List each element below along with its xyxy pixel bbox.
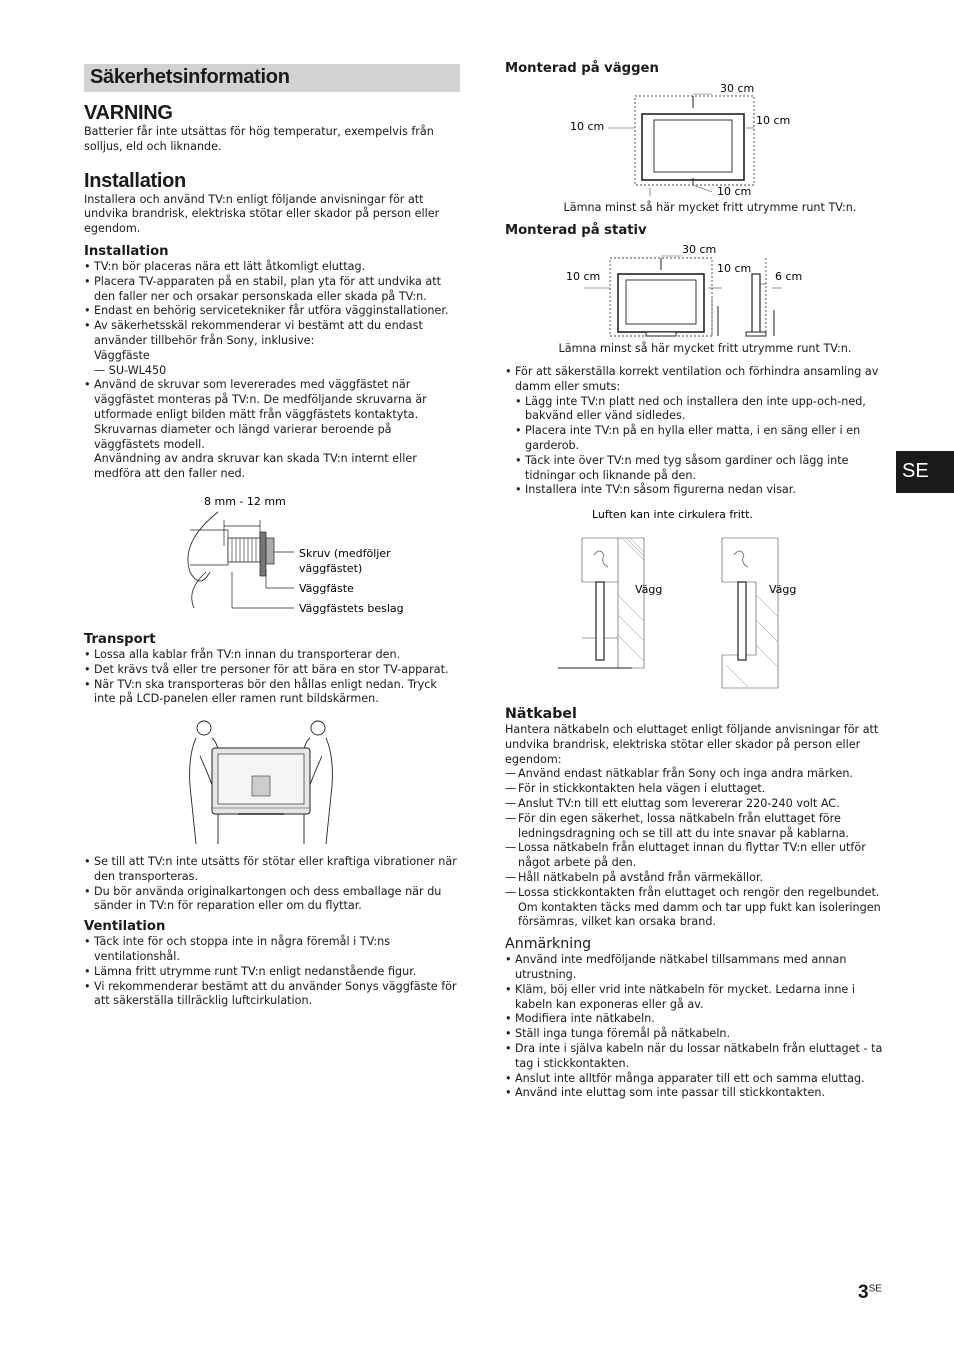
list-item: • TV:n bör placeras nära ett lätt åtkomligt eluttag. — [84, 260, 460, 275]
ventilation-list — [84, 935, 460, 1009]
list-item: • Lägg inte TV:n platt ned och installera den inte upp-och-ned, bakvänd eller vänd sidledes. — [515, 395, 890, 425]
list-item: • Placera TV-apparaten på en stabil, plan yta för att undvika att den faller ner och orsakar personskada eller skada på TV:n. — [84, 275, 460, 305]
list-item: • Endast en behörig servicetekniker får utföra vägginstallationer. — [84, 304, 460, 319]
list-item: — Lossa stickkontakten från eluttaget och rengör den regelbundet. Om kontakten täcks med damm och tar upp fukt kan isoleringen försämras, vilket kan orsaka brand. — [505, 886, 890, 930]
stand-caption: Lämna minst så här mycket fritt utrymme runt TV:n. — [558, 342, 852, 355]
screw-note: Användning av andra skruvar kan skada TV:n internt eller medföra att den faller ned. — [94, 452, 417, 481]
list-item: • Kläm, böj eller vrid inte nätkabeln för mycket. Ledarna inne i kabeln kan exponeras eller gå av. — [505, 983, 890, 1013]
air-figure — [556, 505, 796, 695]
wall-figure — [562, 78, 882, 218]
accessory-label: Väggfäste — [94, 348, 150, 362]
power-list — [505, 767, 890, 930]
wall-caption: Lämna minst så här mycket fritt utrymme runt TV:n. — [563, 201, 857, 214]
warning-text: Batterier får inte utsättas för hög temperatur, exempelvis från solljus, eld och liknande. — [84, 125, 434, 153]
list-item: • Täck inte för och stoppa inte in några föremål i TV:ns ventilationshål. — [84, 935, 460, 965]
stand-right-label: 10 cm — [717, 262, 752, 275]
transport-list — [84, 648, 460, 707]
list-item: • Lämna fritt utrymme runt TV:n enligt nedanstående figur. — [84, 965, 460, 980]
list-item: — För in stickkontakten hela vägen i eluttaget. — [505, 782, 890, 797]
left-column — [84, 101, 460, 482]
list-item: • När TV:n ska transporteras bör den hållas enligt nedan. Tryck inte på LCD-panelen eller ramen runt bildskärmen. — [84, 678, 460, 708]
transport-heading: Transport — [84, 632, 156, 647]
wall-left-label: 10 cm — [570, 120, 605, 133]
note-list — [505, 953, 890, 1101]
list-item: • Anslut inte alltför många apparater till ett och samma eluttag. — [505, 1072, 890, 1087]
language-tab-label: SE — [902, 460, 929, 482]
vent-section — [505, 365, 890, 498]
air-wall-2: Vägg — [769, 583, 796, 596]
stand-figure — [562, 240, 882, 344]
screw-dimension: 8 mm - 12 mm — [204, 495, 286, 508]
section-title: Säkerhetsinformation — [90, 66, 290, 88]
wall-heading: Monterad på väggen — [505, 61, 659, 76]
stand-top-label: 30 cm — [682, 243, 717, 256]
list-item: • För att säkerställa korrekt ventilation och förhindra ansamling av damm eller smuts: • Lägg inte TV:n platt ned och installera den inte upp-och-ned, bakvänd eller vänd sidledes. • Placera inte TV:n på en hylla eller matta, i en säng eller i en garderob. • Täck inte över TV:n med tyg såsom gardiner och lägg inte tidningar och liknande på den. • Installera inte TV:n såsom figurerna nedan visar. — [505, 365, 890, 498]
installation-heading: Installation — [84, 169, 186, 192]
installation-list — [84, 260, 460, 482]
list-item: • Dra inte i själva kabeln när du lossar nätkabeln från eluttaget - ta tag i stickkontakten. — [505, 1042, 890, 1072]
page-number — [858, 1282, 882, 1304]
power-intro: Hantera nätkabeln och eluttaget enligt följande anvisningar för att undvika brandrisk, elektriska stötar eller skador på person eller egendom: — [505, 723, 879, 766]
label-screw: Skruv (medföljer — [299, 547, 391, 560]
section-title-bar — [84, 64, 460, 92]
list-item: — Håll nätkabeln på avstånd från värmekällor. — [505, 871, 890, 886]
list-item: • Se till att TV:n inte utsätts för stötar eller kraftiga vibrationer när den transporteras. — [84, 855, 460, 885]
list-item: — För din egen säkerhet, lossa nätkabeln från eluttaget före ledningsdragning och se till att du inte snavar på kablarna. — [505, 812, 890, 842]
carry-figure — [182, 716, 342, 848]
list-item: • Ställ inga tunga föremål på nätkabeln. — [505, 1027, 890, 1042]
list-item: • Du bör använda originalkartongen och dess emballage när du sänder in TV:n för reparation eller om du flyttar. — [84, 885, 460, 915]
label-bracket: Väggfäste — [299, 582, 354, 595]
list-item: • Av säkerhetsskäl rekommenderar vi bestämt att du endast använder tillbehör från Sony, inklusive: Väggfäste — SU-WL450 — [84, 319, 460, 378]
transport-section — [84, 631, 460, 707]
list-item: — Använd endast nätkablar från Sony och inga andra märken. — [505, 767, 890, 782]
list-item: — Lossa nätkabeln från eluttaget innan du flyttar TV:n eller utför något arbete på den. — [505, 841, 890, 871]
list-item: • Vi rekommenderar bestämt att du använder Sonys väggfäste för att säkerställa tillräcklig luftcirkulation. — [84, 980, 460, 1010]
accessory-model: — SU-WL450 — [94, 363, 167, 377]
list-item: • Använd de skruvar som levererades med väggfästet när väggfästet monteras på TV:n. De medföljande skruvarna är utformade enligt bilden mätt från väggfästets kontaktyta. Skruvarnas diameter och längd varierar beroende på väggfästets modell. Användning av andra skruvar kan skada TV:n internt eller medföra att den faller ned. — [84, 378, 460, 482]
page-number-suffix: SE — [868, 1283, 882, 1295]
vent-list — [505, 365, 890, 498]
list-item: • Använd inte eluttag som inte passar till stickkontakten. — [505, 1086, 890, 1101]
installation-intro: Installera och använd TV:n enligt följande anvisningar för att undvika brandrisk, elektriska stötar eller skador på person eller egendom. — [84, 192, 440, 236]
vent-sublist — [515, 395, 890, 499]
list-item: — Anslut TV:n till ett eluttag som levererar 220-240 volt AC. — [505, 797, 890, 812]
air-caption: Luften kan inte cirkulera fritt. — [592, 508, 753, 521]
list-item: • Det krävs två eller tre personer för att bära en stor TV-apparat. — [84, 663, 460, 678]
label-hook: Väggfästets beslag — [299, 602, 404, 615]
wall-right-label: 10 cm — [756, 114, 791, 127]
stand-side-label: 6 cm — [775, 270, 803, 283]
warning-heading: VARNING — [84, 102, 173, 124]
transport-list-2 — [84, 855, 460, 914]
list-item: • Placera inte TV:n på en hylla eller matta, i en säng eller i en garderob. — [515, 424, 890, 454]
screw-figure — [178, 490, 428, 620]
list-item: • Täck inte över TV:n med tyg såsom gardiner och lägg inte tidningar och liknande på den. — [515, 454, 890, 484]
list-item: • Modifiera inte nätkabeln. — [505, 1012, 890, 1027]
label-screw-2: väggfästet) — [299, 562, 363, 575]
ventilation-heading: Ventilation — [84, 919, 166, 935]
note-heading: Anmärkning — [505, 936, 592, 953]
stand-heading: Monterad på stativ — [505, 223, 647, 238]
power-heading: Nätkabel — [505, 706, 577, 722]
wall-bottom-label: 10 cm — [717, 185, 752, 198]
air-wall-1: Vägg — [635, 583, 663, 596]
language-tab — [896, 451, 954, 493]
list-item: • Lossa alla kablar från TV:n innan du transporterar den. — [84, 648, 460, 663]
list-item: • Använd inte medföljande nätkabel tillsammans med annan utrustning. — [505, 953, 890, 983]
transport-section-2 — [84, 855, 460, 1009]
power-section — [505, 705, 890, 1101]
page-number-value: 3 — [858, 1282, 869, 1303]
wall-top-label: 30 cm — [720, 82, 755, 95]
stand-left-label: 10 cm — [566, 270, 601, 283]
list-item: • Installera inte TV:n såsom figurerna nedan visar. — [515, 483, 890, 498]
installation-subheading: Installation — [84, 243, 169, 259]
